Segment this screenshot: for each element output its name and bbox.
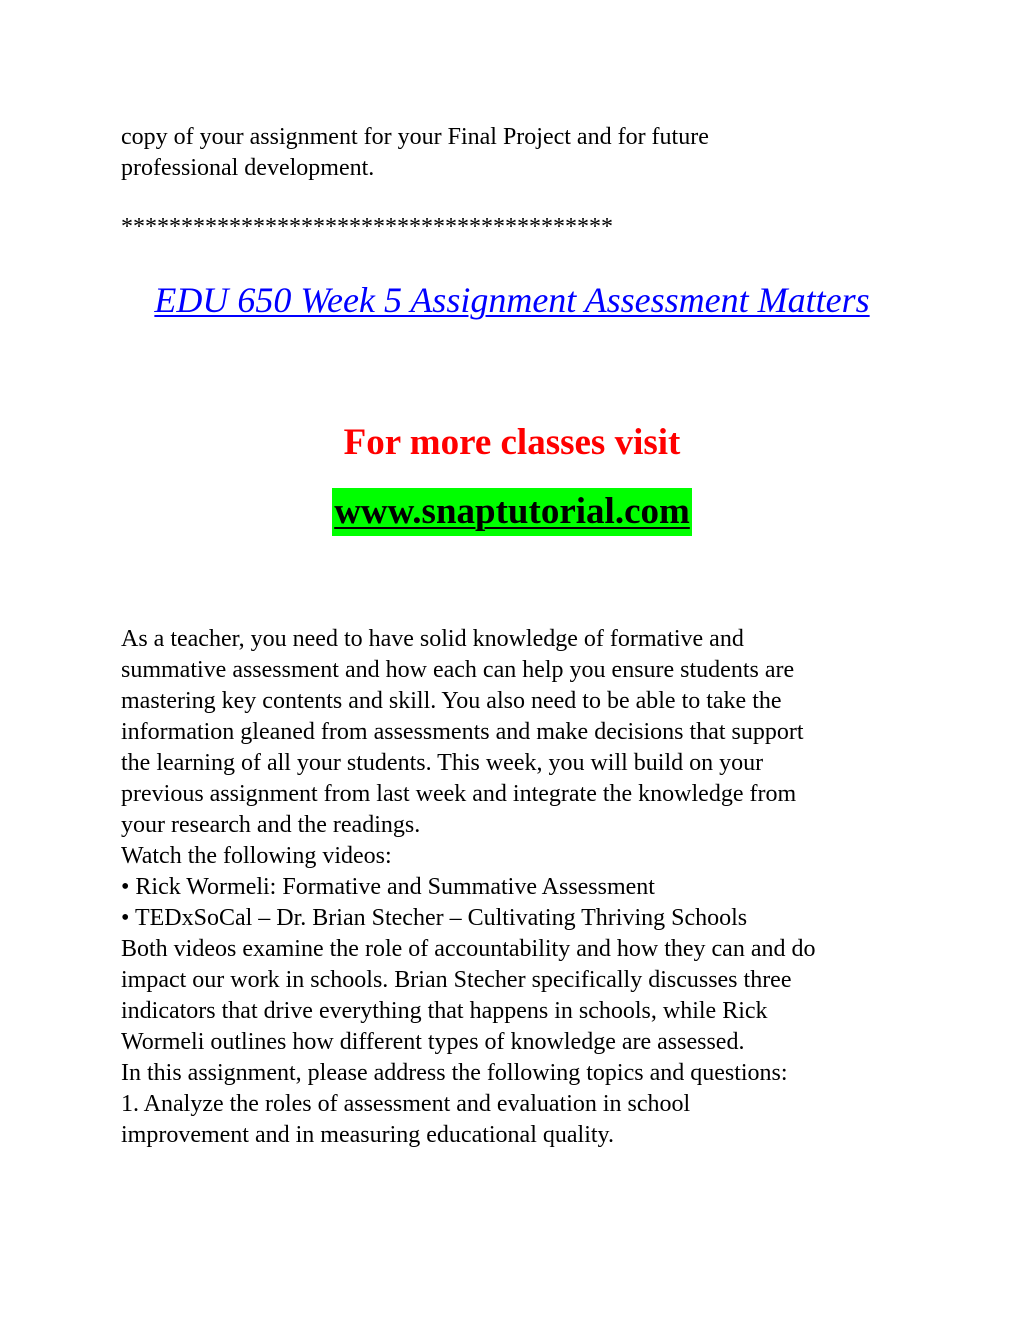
body-line: mastering key contents and skill. You also need to be able to take the <box>121 688 782 714</box>
intro-line: professional development. <box>121 155 375 181</box>
body-line: As a teacher, you need to have solid knowledge of formative and <box>121 626 744 652</box>
body-line: • TEDxSoCal – Dr. Brian Stecher – Cultivating Thriving Schools <box>121 905 748 931</box>
body-line: improvement and in measuring educational quality. <box>121 1122 614 1148</box>
promo-heading: For more classes visit <box>343 422 681 463</box>
assignment-body <box>121 624 921 1151</box>
body-line: Wormeli outlines how different types of knowledge are assessed. <box>121 1029 745 1055</box>
body-line: • Rick Wormeli: Formative and Summative Assessment <box>121 874 655 900</box>
intro-line: copy of your assignment for your Final Project and for future <box>121 124 709 150</box>
body-line: your research and the readings. <box>121 812 421 838</box>
body-line: Watch the following videos: <box>121 843 392 869</box>
body-line: information gleaned from assessments and make decisions that support <box>121 719 804 745</box>
body-line: impact our work in schools. Brian Stecher specifically discusses three <box>121 967 792 993</box>
body-line: the learning of all your students. This week, you will build on your <box>121 750 764 776</box>
body-line: Both videos examine the role of accountability and how they can and do <box>121 936 816 962</box>
title-heading <box>0 276 1024 324</box>
website-block <box>0 488 1024 536</box>
separator: ***************************************** <box>121 214 613 240</box>
body-line: 1. Analyze the roles of assessment and evaluation in school <box>121 1091 691 1117</box>
body-line: summative assessment and how each can help you ensure students are <box>121 657 795 683</box>
body-line: indicators that drive everything that happens in schools, while Rick <box>121 998 768 1024</box>
title-link[interactable]: EDU 650 Week 5 Assignment Assessment Matters <box>154 280 870 320</box>
website-link[interactable]: www.snaptutorial.com <box>332 488 692 536</box>
intro-paragraph <box>121 122 921 184</box>
body-line: previous assignment from last week and integrate the knowledge from <box>121 781 797 807</box>
body-line: In this assignment, please address the following topics and questions: <box>121 1060 788 1086</box>
